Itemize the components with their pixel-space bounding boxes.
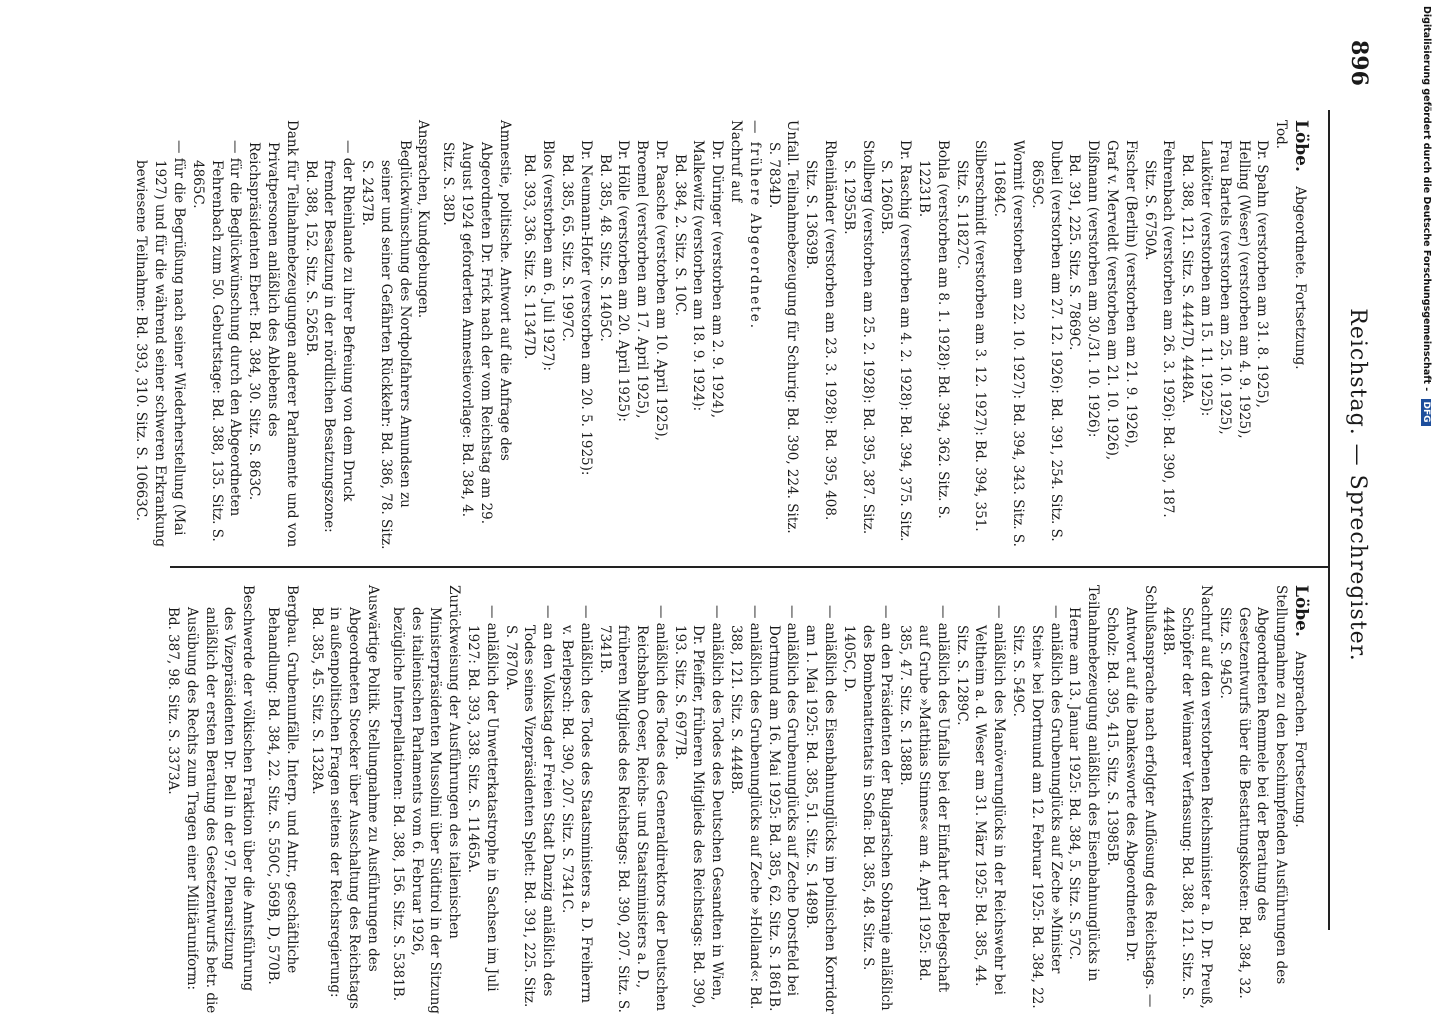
column-head: Löbe. bbox=[1291, 585, 1311, 637]
list-item: Bd. 384, 2. Sitz. S. 10C. bbox=[671, 154, 688, 317]
list-item: Beschwerde der völkischen Fraktion über die Amtsführung des Vizepräsidenten Dr. Bell in der 97. Plenarsitzung anläßlich der ersten Beratung des Gesetzentwurfs betr. die Ausübung des Rechts zum Tragen einer Militäruniform: Bd. 387, 98. Sitz. S. 3373A. bbox=[164, 585, 257, 1014]
column-separator bbox=[170, 566, 1328, 568]
list-item: Dr. Spahn (verstorben am 31. 8. 1925), bbox=[1254, 140, 1271, 408]
list-item: Amnestie, politische. Antwort auf die Anfrage des Abgeordneten Dr. Frick nach der vom Reichstag am 29. August 1924 geforderten Amnestievorlage: Bd. 384, 4. Sitz. S. 38D. bbox=[440, 120, 513, 525]
list-item: Graf v. Merveldt (verstorben am 21. 10. 1926), bbox=[1104, 140, 1121, 461]
list-item: Dank für Teilnahmebezeugungen anderer Parlamente und von Privatpersonen anläßlich des Ablebens des Reichspräsidenten Ebert: Bd. 384, 30. Sitz. S. 863C. bbox=[246, 120, 300, 548]
list-item: Dr. Raschig (verstorben am 4. 2. 1928): Bd. 394, 375. Sitz. S. 12605B. bbox=[878, 140, 914, 542]
list-item: — anläßlich des Grubenunglücks auf Zeche »Minister Stein« bei Dortmund am 12. Februar 1925: Bd. 384, 22. Sitz. S. 549C. bbox=[1010, 605, 1064, 1009]
list-item: — für die Beglückwünschung durch den Abgeordneten Fehrenbach zum 50. Geburtstage: Bd. 388, 135. Sitz. S. 4865C. bbox=[189, 140, 244, 542]
list-item: Helling (Weser) (verstorben am 4. 9. 1925), bbox=[1235, 140, 1252, 439]
list-item: — frühere Abgeordnete. bbox=[746, 120, 763, 330]
list-item: Dubeil (verstorben am 27. 12. 1926): Bd. 391, 254. Sitz. S. 8659C. bbox=[1028, 140, 1064, 542]
list-item: Ansprachen, Kundgebungen. bbox=[415, 120, 432, 319]
list-item: — anläßlich des Grubenunglücks auf Zeche Dorstfeld bei Dortmund am 16. Mai 1925: Bd. 385, 62. Sitz. S. 1861B. bbox=[765, 605, 801, 1012]
list-item: Dißmann (verstorben am 30./31. 10. 1926): bbox=[1085, 140, 1102, 438]
list-item: Bd. 388, 121. Sitz. S. 4447D, 4448A. bbox=[1179, 154, 1196, 404]
list-item: Dr. Düringer (verstorben am 2. 9. 1924), bbox=[709, 140, 726, 419]
list-item: — der Rheinlande zu ihrer Befreiung von dem Druck fremder Besatzung in der nördlichen Besatzungszone: Bd. 388, 152. Sitz. S. 5265B. bbox=[302, 140, 357, 533]
list-item: Stollberg (verstorben am 25. 2. 1928): Bd. 395, 387. Sitz. S. 12955B. bbox=[840, 140, 876, 535]
list-item: Dr. Neumann-Hofer (verstorben am 20. 5. 1925): bbox=[577, 140, 594, 476]
list-item: Frau Bartels (verstorben am 25. 10. 1925), bbox=[1216, 140, 1233, 435]
scanned-page bbox=[100, 0, 1400, 1014]
list-item: Malkewitz (verstorben am 18. 9. 1924): bbox=[690, 140, 707, 412]
list-item: Bd. 385, 48. Sitz. S. 1405C. bbox=[596, 154, 613, 342]
list-item: Broemel (verstorben am 17. April 1925), bbox=[634, 140, 651, 419]
list-item: — anläßlich des Todes des Staatsministers a. D. Freiherrn v. Berlepsch: Bd. 390, 207. Sitz. S. 7341C. bbox=[558, 605, 594, 1003]
list-item: Bd. 391, 225. Sitz. S. 7869C. bbox=[1066, 154, 1083, 351]
list-item: — anläßlich des Unfalls bei der Einfahrt der Belegschaft auf Grube »Matthias Stinnes« am 4. April 1925: Bd. 385, 47. Sitz. S. 1388B. bbox=[897, 605, 951, 993]
list-item: Blos (verstorben am 6. Juli 1927): bbox=[540, 140, 557, 371]
list-item: Beglückwünschung des Nordpolfahrers Amundsen zu seiner und seiner Gefährten Rückkehr: Bd. 386, 78. Sitz. S. 2437B. bbox=[358, 140, 413, 550]
list-item: Rheinländer (verstorben am 23. 3. 1928): Bd. 395, 408. Sitz. S. 13639B. bbox=[803, 140, 839, 521]
dfg-logo: DFG bbox=[1421, 399, 1431, 426]
header-rule bbox=[1328, 110, 1330, 930]
list-item: Bergbau. Grubenunfälle. Interp. und Antr., geschäftliche Behandlung: Bd. 384, 22. Sitz. S. 550C, 569B, D, 570B. bbox=[264, 585, 300, 985]
list-item: Silberschmidt (verstorben am 3. 12. 1927): Bd. 394, 351. Sitz. S. 11827C. bbox=[953, 140, 989, 532]
list-item: Zurückweisung der Ausführungen des italienischen Ministerpräsidenten Mussolini über Südtirol in der Sitzung des italienischen Parlaments vom 6. Februar 1926, bezügliche Interpellationen: Bd. 388, 156. Sitz. S. 5381B. bbox=[389, 585, 463, 1014]
list-item: Nachruf auf bbox=[728, 120, 745, 203]
digitization-credit bbox=[1414, 6, 1432, 1002]
running-title: Reichstag. — Sprechregister. bbox=[1345, 308, 1370, 662]
list-item: Unfall. Teilnahmebezeugung für Schurig: Bd. 390, 224. Sitz. S. 7834D. bbox=[765, 120, 801, 534]
list-item: Bd. 385, 65. Sitz. S. 1997C. bbox=[558, 154, 575, 342]
list-item: Bohla (verstorben am 8. 1. 1928): Bd. 394, 362. Sitz. S. 12231B. bbox=[916, 140, 951, 519]
list-item: — anläßlich des Grubenunglücks auf Zeche »Holland«: Bd. 388, 121. Sitz. S. 4448B. bbox=[728, 605, 763, 1010]
right-column bbox=[140, 585, 1310, 1015]
list-item: Fehrenbach (verstorben am 26. 3. 1926): Bd. 390, 187. Sitz. S. 6750A. bbox=[1141, 140, 1177, 518]
list-item: — an den Präsidenten der Bulgarischen Sobranje anläßlich des Bombenattentats in Sofia: Bd. 385, 48. Sitz. S. 1405C, D. bbox=[840, 605, 895, 1011]
list-item: — anläßlich der Unwetterkatastrophe in Sachsen im Juli 1927: Bd. 393, 338. Sitz. S. 11465A. bbox=[464, 605, 500, 992]
list-item: — an den Volkstag der Freien Stadt Danzig anläßlich des Todes seines Vizepräsidenten Splett: Bd. 391, 225. Sitz. S. 7870A. bbox=[502, 605, 557, 1008]
list-item: Dr. Hölle (verstorben am 20. April 1925): bbox=[615, 140, 632, 422]
section-heading: Ansprachen. Fortsetzung. bbox=[1292, 651, 1308, 828]
section-heading: Abgeordnete. Fortsetzung. bbox=[1292, 186, 1308, 370]
list-item: Fischer (Berlin) (verstorben am 21. 9. 1926), bbox=[1122, 140, 1139, 448]
list-item: Laukötter (verstorben am 15. 11. 1925): bbox=[1198, 140, 1215, 417]
credit-text: Digitalisierung gefördert durch die Deutsche Forschungsgemeinschaft - bbox=[1421, 6, 1432, 392]
list-item: Tod. bbox=[1273, 120, 1290, 150]
list-item: Bd. 393, 336. Sitz. S. 11347D. bbox=[521, 154, 538, 360]
list-item: Dr. Paasche (verstorben am 10. April 1925), bbox=[652, 140, 669, 441]
list-item: — anläßlich des Eisenbahnunglücks im polnischen Korridor am 1. Mai 1925: Bd. 385, 51. Sitz. S. 1489B. bbox=[803, 605, 839, 1014]
list-item: — für die Begrüßung nach seiner Wiederherstellung (Mai 1927) und für die während seiner schweren Erkrankung bewiesene Teilnahme: Bd. 393, 310. Sitz. S. 10663C. bbox=[133, 140, 187, 547]
list-item: Auswärtige Politik. Stellungnahme zu Ausführungen des Abgeordneten Stoecker über Ausschaltung des Reichstags in außenpolitischen Fragen seitens der Reichsregierung: Bd. 385, 45. Sitz. S. 1328A. bbox=[308, 585, 381, 1009]
list-item: Schlußansprache nach erfolgter Auflösung des Reichstags. — Antwort auf die Dankesworte des Abgeordneten Dr. Scholz: Bd. 395, 415. Sitz. S. 13985B. bbox=[1104, 585, 1158, 1008]
list-item: Stellungnahme zu den beschimpfenden Ausführungen des Abgeordneten Remmele bei der Beratung des Gesetzentwurfs über die Bestattungskosten: Bd. 384, 32. Sitz. S. 945C. bbox=[1216, 585, 1290, 999]
list-item: Nachruf auf den verstorbenen Reichsminister a. D. Dr. Preuß, Schöpfer der Weimarer Verfassung: Bd. 388, 121. Sitz. S. 4448B. bbox=[1160, 585, 1215, 1009]
page-header bbox=[1332, 40, 1372, 930]
list-item: — anläßlich des Manöverunglücks in der Reichswehr bei Veltheim a. d. Weser am 31. März 1925: Bd. 385, 44. Sitz. S. 1289C. bbox=[953, 605, 1008, 995]
column-head: Löbe. bbox=[1291, 120, 1311, 172]
list-item: — anläßlich des Todes des Deutschen Gesandten in Wien, Dr. Pfeiffer, früheren Mitglieds des Reichstags: Bd. 390, 193. Sitz. S. 6977B. bbox=[671, 605, 726, 1009]
list-item: — anläßlich des Todes des Generaldirektors der Deutschen Reichsbahn Oeser, Reichs- und Staatsministers a. D., früheren Mitglieds des Reichstags: Bd. 390, 207. Sitz. S. 7341B. bbox=[596, 605, 669, 1013]
list-item: Wormit (verstorben am 22. 10. 1927): Bd. 394, 343. Sitz. S. 11684C. bbox=[991, 140, 1027, 547]
list-item: Teilnahmebezeugung anläßlich des Eisenbahnunglücks in Herne am 13. Januar 1925: Bd. 384, 5. Sitz. S. 57C. bbox=[1066, 585, 1102, 982]
page-number: 896 bbox=[1346, 40, 1372, 86]
left-column bbox=[133, 120, 1311, 550]
